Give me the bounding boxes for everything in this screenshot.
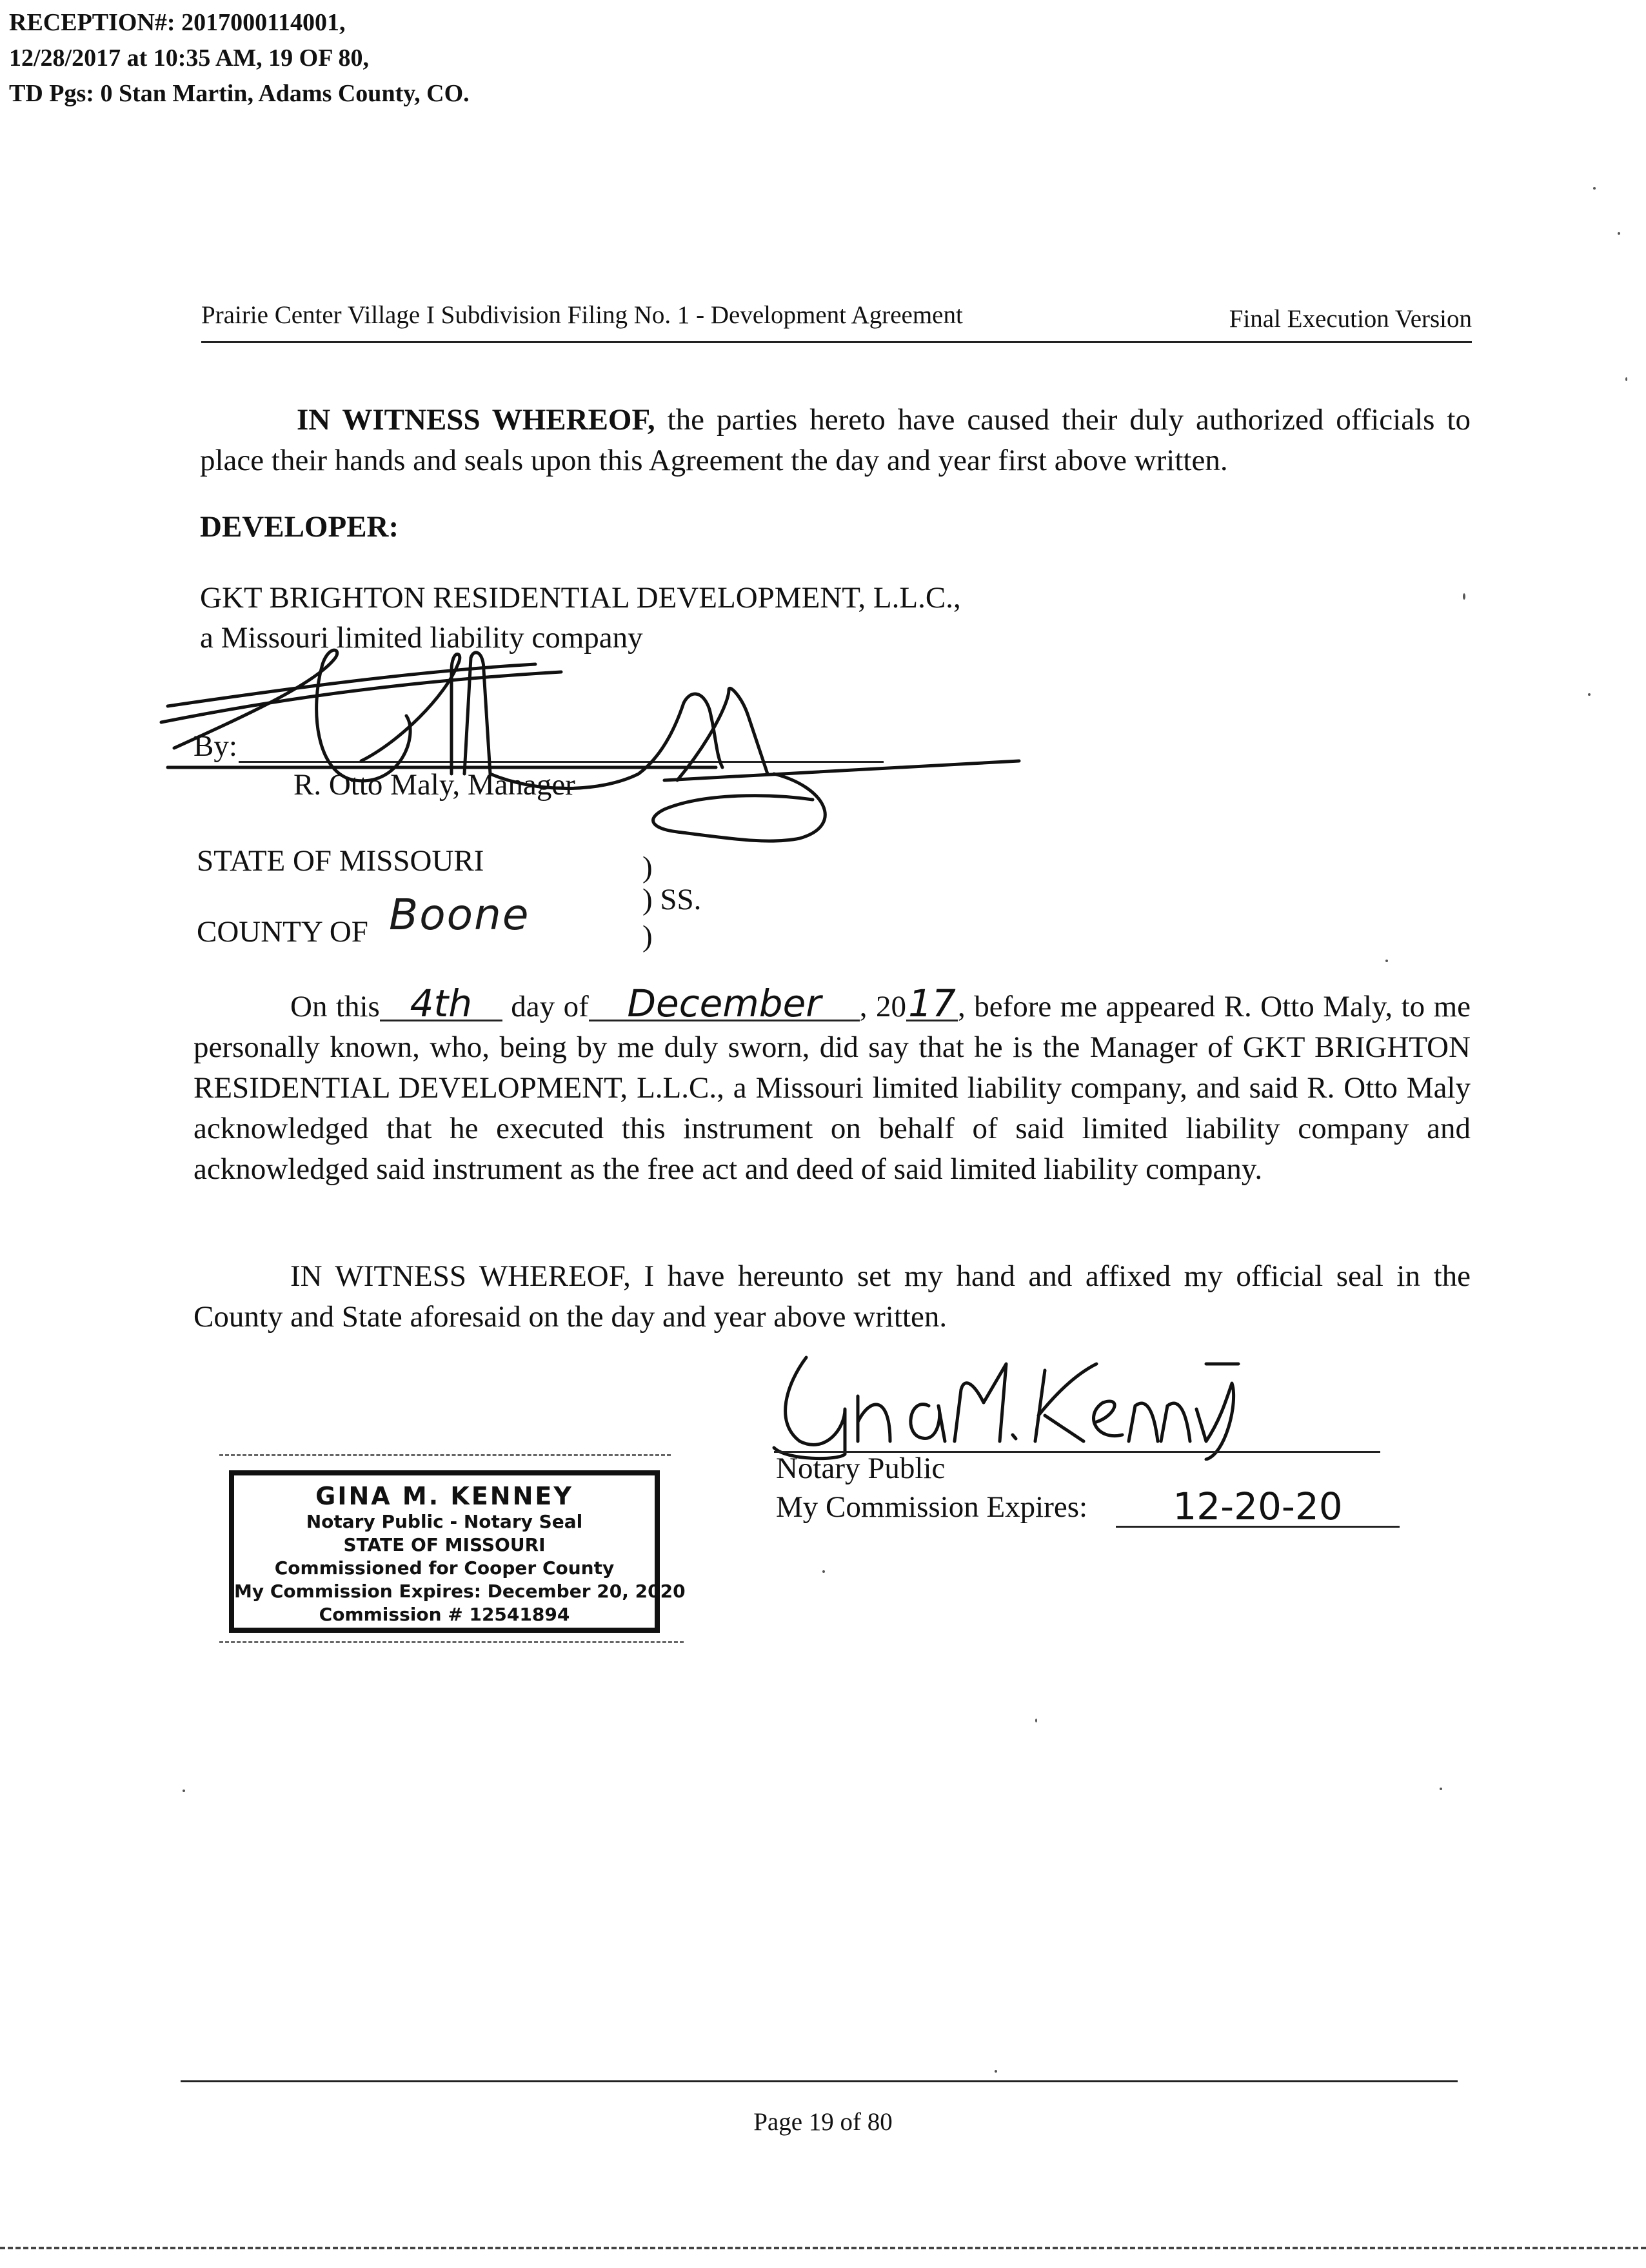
version-label: Final Execution Version xyxy=(1229,305,1472,333)
notary-witness-paragraph xyxy=(193,1256,1471,1337)
reception-number: RECEPTION#: 2017000114001, xyxy=(9,9,346,36)
ack-month-fill: December xyxy=(589,987,860,1021)
witness-lead: IN WITNESS WHEREOF, xyxy=(297,403,655,437)
commission-label: My Commission Expires: xyxy=(776,1490,1088,1524)
ack-text-2: day of xyxy=(511,990,589,1023)
signature-stroke xyxy=(653,774,826,841)
scan-speck xyxy=(1593,187,1596,190)
venue-paren-top: ) xyxy=(642,851,653,884)
signature-stroke xyxy=(1013,1435,1016,1439)
seal-line: Commission # 12541894 xyxy=(319,1604,570,1625)
signature-stroke xyxy=(774,1357,845,1459)
header-divider xyxy=(201,341,1472,343)
scan-speck xyxy=(183,1790,185,1792)
venue-paren-bottom: ) xyxy=(642,920,653,953)
signature-stroke xyxy=(911,1405,945,1441)
signature-stroke xyxy=(1196,1383,1234,1459)
seal-line: Notary Public - Notary Seal xyxy=(306,1511,583,1532)
seal-line: STATE OF MISSOURI xyxy=(343,1534,546,1555)
developer-signature xyxy=(148,645,1026,845)
county-handwritten: Boone xyxy=(389,890,530,940)
ack-day-fill: 4th xyxy=(380,987,502,1021)
signature-stroke xyxy=(664,761,1019,780)
state-label: STATE OF MISSOURI xyxy=(197,844,484,878)
scan-speck xyxy=(1440,1788,1442,1790)
acknowledgment-paragraph xyxy=(193,981,1471,1190)
ack-year-fill: 17 xyxy=(906,987,958,1021)
recording-stamp xyxy=(9,5,470,112)
seal-line: My Commission Expires: December 20, 2020 xyxy=(234,1581,686,1602)
developer-label: DEVELOPER: xyxy=(200,510,399,544)
signature-stroke xyxy=(1129,1403,1190,1441)
company-name: GKT BRIGHTON RESIDENTIAL DEVELOPMENT, L.L.C., xyxy=(200,581,961,615)
signature-stroke xyxy=(1094,1401,1122,1436)
seal-notary-name: GINA M. KENNEY xyxy=(315,1482,573,1510)
scan-speck xyxy=(1385,960,1388,962)
scan-speck xyxy=(1463,593,1465,600)
company-type: a Missouri limited liability company xyxy=(200,621,643,655)
signature-stroke xyxy=(490,694,722,788)
notary-signature xyxy=(761,1345,1277,1461)
by-label: By: xyxy=(193,729,237,763)
seal-line: Commissioned for Cooper County xyxy=(274,1557,615,1579)
witness-text: the parties hereto have caused their duly authorized officials to place their hands and seals upon this Agreement the day and year first above written. xyxy=(200,403,1471,477)
footer-divider xyxy=(181,2080,1458,2082)
signature-stroke xyxy=(858,1396,890,1441)
signature-stroke xyxy=(1035,1364,1096,1441)
witness-paragraph xyxy=(200,400,1471,481)
page-number: Page 19 of 80 xyxy=(753,2108,893,2136)
recording-date: 12/28/2017 at 10:35 AM, 19 OF 80, xyxy=(9,44,369,72)
signature-stroke xyxy=(955,1364,1006,1441)
notary-public-label: Notary Public xyxy=(776,1452,946,1485)
document-title: Prairie Center Village I Subdivision Filing No. 1 - Development Agreement xyxy=(201,301,963,329)
scan-speck xyxy=(1618,232,1620,235)
signature-stroke xyxy=(174,650,410,781)
ss-label: ) SS. xyxy=(642,883,702,916)
ack-text-3: , 20 xyxy=(859,990,906,1023)
commission-date: 12-20-20 xyxy=(1116,1487,1400,1528)
notary-witness-text: IN WITNESS WHEREOF, I have hereunto set my hand and affixed my official seal in the County and State aforesaid on the day and year above written. xyxy=(193,1259,1471,1334)
signer-name: R. Otto Maly, Manager xyxy=(293,768,575,802)
notary-seal xyxy=(229,1470,686,1633)
scan-speck xyxy=(1588,693,1591,696)
seal-border-dash xyxy=(219,1454,671,1456)
scan-edge-dash xyxy=(0,2247,1646,2249)
scan-speck xyxy=(822,1570,825,1573)
signature-stroke xyxy=(168,664,535,706)
scan-speck xyxy=(1625,377,1627,381)
ack-text-4: , before me appeared R. Otto Maly, to me personally known, who, being by me duly sworn, did say that he is the Manager of GKT BRIGHTON RESIDENTIAL DEVELOPMENT, L.L.C., a Missouri limited liability company, and said R. Otto Maly acknowledged that he executed this instrument on behalf of said limited liability company and acknowledged said instrument as the free act and deed of said limited liability company. xyxy=(193,990,1471,1186)
seal-border-dash xyxy=(219,1641,684,1643)
county-label: COUNTY OF xyxy=(197,915,368,949)
scan-speck xyxy=(995,2070,997,2073)
scan-speck xyxy=(1035,1719,1037,1722)
recording-office: TD Pgs: 0 Stan Martin, Adams County, CO. xyxy=(9,80,470,107)
ack-text-1: On this xyxy=(290,990,380,1023)
